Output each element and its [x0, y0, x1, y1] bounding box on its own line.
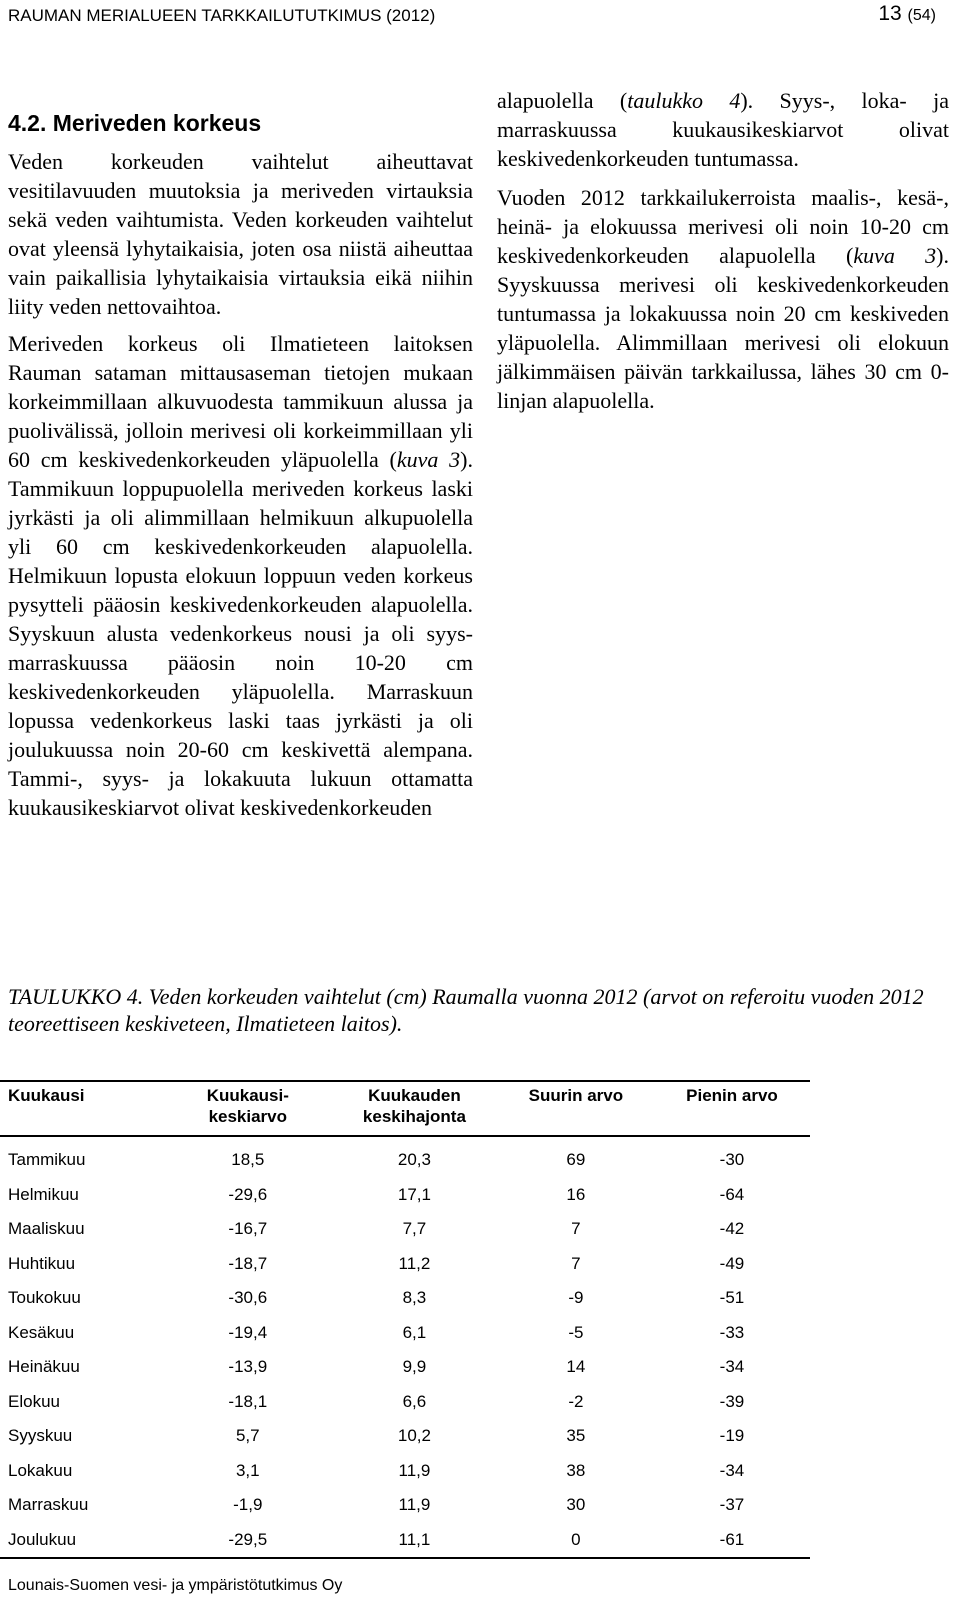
- cell-min: -42: [719, 1219, 745, 1239]
- cell-month: Marraskuu: [8, 1495, 89, 1515]
- table-body: [0, 1136, 810, 1558]
- cell-mean: 3,1: [235, 1460, 260, 1480]
- cell-min: -37: [719, 1495, 745, 1515]
- table-row: [0, 1281, 810, 1316]
- column-header-stdev: Kuukauden keskihajonta: [331, 1081, 498, 1136]
- table-header-row: [0, 1081, 810, 1136]
- cell-month: Heinäkuu: [8, 1357, 80, 1377]
- table-caption: TAULUKKO 4. Veden korkeuden vaihtelut (cm) Raumalla vuonna 2012 (arvot on referoitu vuoden 2012 teoreettiseen keskiveteen, Ilmatieteen laitos).: [8, 984, 924, 1036]
- sea-level-table: [0, 1080, 810, 1559]
- paragraph-text: alapuolella (: [497, 88, 628, 113]
- paragraph-text: ). Syys-, loka- ja marraskuussa kuukausikeskiarvot olivat keskivedenkorkeuden tuntumassa.: [497, 88, 950, 171]
- cell-mean: -13,9: [228, 1357, 268, 1377]
- figure-reference: kuva 3: [853, 243, 937, 268]
- page-number-total: (54): [907, 7, 936, 24]
- cell-month: Lokakuu: [8, 1460, 73, 1480]
- cell-stdev: 9,9: [402, 1357, 427, 1377]
- cell-stdev: 17,1: [397, 1184, 431, 1204]
- cell-min: -49: [719, 1253, 745, 1273]
- cell-max: 38: [566, 1460, 586, 1480]
- cell-min: -34: [719, 1460, 745, 1480]
- cell-mean: -16,7: [228, 1219, 268, 1239]
- cell-max: 16: [566, 1184, 586, 1204]
- cell-min: -61: [654, 1523, 810, 1559]
- cell-stdev: 6,6: [402, 1391, 427, 1411]
- table-row: [0, 1212, 810, 1247]
- paragraph-continued: [497, 86, 949, 173]
- table-row: [0, 1419, 810, 1454]
- cell-max: -5: [568, 1322, 584, 1342]
- column-header-min: Pienin arvo: [654, 1081, 810, 1136]
- cell-mean: -29,5: [165, 1523, 331, 1559]
- cell-stdev: 11,2: [398, 1253, 431, 1273]
- figure-reference: kuva 3: [396, 447, 461, 472]
- cell-month: Kesäkuu: [8, 1322, 75, 1342]
- cell-min: -19: [719, 1426, 745, 1446]
- page-footer: Lounais-Suomen vesi- ja ympäristötutkimus Oy: [8, 1577, 343, 1594]
- cell-month: Huhtikuu: [8, 1253, 76, 1273]
- cell-max: 69: [566, 1150, 586, 1170]
- page-number: [878, 2, 936, 26]
- cell-month: Joulukuu: [0, 1523, 165, 1559]
- table-row: [0, 1316, 810, 1351]
- section-title: 4.2. Meriveden korkeus: [8, 110, 262, 136]
- cell-mean: -30,6: [228, 1288, 268, 1308]
- right-column: [497, 86, 949, 425]
- column-header-max: Suurin arvo: [498, 1081, 654, 1136]
- cell-stdev: 11,9: [398, 1460, 431, 1480]
- cell-month: Elokuu: [8, 1391, 60, 1411]
- cell-max: 14: [566, 1357, 586, 1377]
- cell-max: 0: [498, 1523, 654, 1559]
- cell-stdev: 11,9: [398, 1495, 431, 1515]
- table-row: [0, 1488, 810, 1523]
- cell-mean: -1,9: [233, 1495, 263, 1515]
- paragraph-intro: Veden korkeuden vaihtelut aiheuttavat vesitilavuuden muutoksia ja meriveden virtauksia sekä veden vaihtumista. Veden korkeuden vaihtelut ovat yleensä lyhytaikaisia, joten osa niistä aiheuttaa vain paikallisia lyhytaikaisia virtauksia eikä niihin liity veden nettovaihtoa.: [8, 149, 473, 319]
- paragraph-text: ). Tammikuun loppupuolella meriveden korkeus laski jyrkästi ja oli alimmillaan helmikuun alkupuolella yli 60 cm keskivedenkorkeuden alapuolella. Helmikuun lopusta elokuun loppuun veden korkeus pysytteli pääosin keskivedenkorkeuden alapuolella. Syyskuun alusta vedenkorkeus nousi ja oli syys-marraskuussa pääosin noin 10-20 cm keskivedenkorkeuden yläpuolella. Marraskuun lopussa vedenkorkeus laski taas jyrkästi ja oli joulukuussa noin 20-60 cm keskivettä alempana. Tammi-, syys- ja lokakuuta lukuun ottamatta kuukausikeskiarvot olivat keskivedenkorkeuden: [8, 447, 473, 820]
- paragraph-monitoring: [497, 183, 949, 415]
- cell-max: 7: [571, 1219, 581, 1239]
- paragraph-text: Vuoden 2012 tarkkailukerroista maalis-, kesä-, heinä- ja elokuussa merivesi oli noin 10-20 cm keskivedenkorkeuden alapuolella (: [497, 185, 949, 268]
- cell-max: -2: [568, 1391, 584, 1411]
- cell-stdev: 6,1: [402, 1322, 427, 1342]
- table-row: [0, 1178, 810, 1213]
- page-number-main: 13: [878, 2, 902, 25]
- cell-min: -39: [719, 1391, 745, 1411]
- cell-mean: -29,6: [228, 1184, 268, 1204]
- cell-month: Syyskuu: [8, 1426, 73, 1446]
- paragraph-sea-level: [8, 329, 473, 822]
- column-header-mean: Kuukausi- keskiarvo: [165, 1081, 331, 1136]
- cell-max: 30: [566, 1495, 586, 1515]
- cell-max: 35: [566, 1426, 586, 1446]
- cell-month: Tammikuu: [8, 1150, 86, 1170]
- table-reference: taulukko 4: [627, 88, 741, 113]
- cell-max: 7: [571, 1253, 581, 1273]
- cell-mean: -19,4: [228, 1322, 268, 1342]
- cell-max: -9: [568, 1288, 584, 1308]
- cell-month: Toukokuu: [8, 1288, 81, 1308]
- table-row: [0, 1247, 810, 1282]
- table-row: [0, 1385, 810, 1420]
- cell-min: -30: [719, 1150, 745, 1170]
- cell-min: -64: [719, 1184, 745, 1204]
- table-row: [0, 1523, 810, 1559]
- table-row: [0, 1350, 810, 1385]
- cell-mean: -18,7: [228, 1253, 268, 1273]
- column-header-month: Kuukausi: [0, 1081, 165, 1136]
- cell-mean: 5,7: [235, 1426, 260, 1446]
- cell-mean: 18,5: [231, 1150, 265, 1170]
- cell-mean: -18,1: [228, 1391, 268, 1411]
- cell-min: -34: [719, 1357, 745, 1377]
- paragraph-text: Meriveden korkeus oli Ilmatieteen laitoksen Rauman sataman mittausaseman tietojen mukaan korkeimmillaan alkuvuodesta tammikuun alussa ja puolivälissä, jolloin merivesi oli korkeimmillaan yli 60 cm keskivedenkorkeuden yläpuolella (: [8, 331, 473, 472]
- cell-stdev: 10,2: [397, 1426, 431, 1446]
- paragraph-text: ). Syyskuussa merivesi oli keskivedenkorkeuden tuntumassa ja lokakuussa noin 20 cm keskiveden yläpuolella. Alimmillaan merivesi oli elokuun jälkimmäisen päivän tarkkailussa, lähes 30 cm 0-linjan alapuolella.: [497, 243, 949, 413]
- cell-stdev: 11,1: [331, 1523, 498, 1559]
- cell-min: -51: [719, 1288, 745, 1308]
- cell-stdev: 20,3: [397, 1150, 431, 1170]
- cell-stdev: 7,7: [402, 1219, 427, 1239]
- cell-month: Maaliskuu: [8, 1219, 85, 1239]
- running-header: RAUMAN MERIALUEEN TARKKAILUTUTKIMUS (2012): [8, 6, 436, 25]
- left-column: [8, 86, 473, 830]
- cell-month: Helmikuu: [8, 1184, 79, 1204]
- table-row: [0, 1454, 810, 1489]
- cell-min: -33: [719, 1322, 745, 1342]
- table-row: [0, 1136, 810, 1178]
- cell-stdev: 8,3: [402, 1288, 427, 1308]
